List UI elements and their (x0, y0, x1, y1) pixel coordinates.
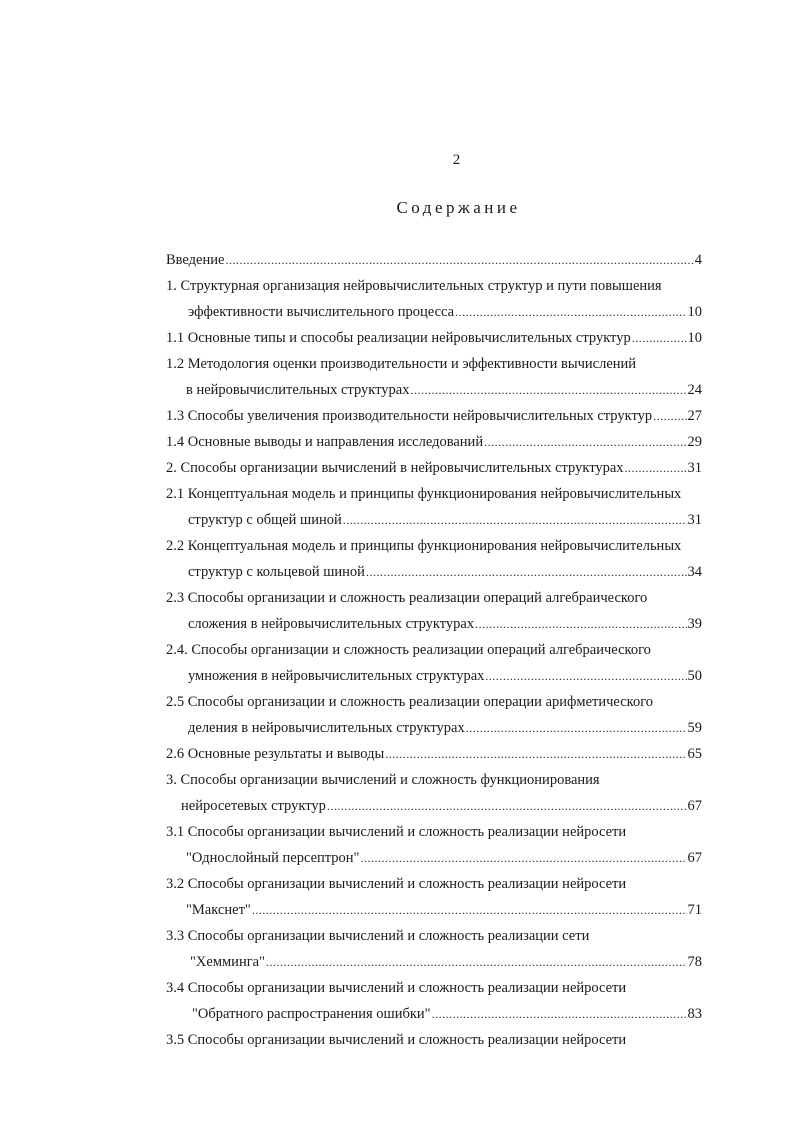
toc-entry (166, 585, 702, 637)
entry-page: 4 (694, 252, 702, 268)
toc-entry (166, 455, 702, 481)
entry-title: 2. Способы организации вычислений в нейровычислительных структурах (166, 460, 624, 476)
entry-title-continuation: нейросетевых структур (181, 798, 326, 814)
toc-entry (166, 481, 702, 533)
entry-title-continuation: структур с кольцевой шиной (188, 564, 365, 580)
entry-page: 67 (687, 798, 702, 814)
toc-title: Содержание (396, 198, 521, 217)
entry-title: 3.4 Способы организации вычислений и сложность реализации нейросети (166, 980, 627, 996)
entry-page: 59 (687, 720, 702, 736)
leader-dots (266, 949, 687, 975)
entry-page: 10 (687, 304, 702, 320)
leader-dots (385, 741, 686, 767)
entry-title-continuation: умножения в нейровычислительных структурах (188, 668, 485, 684)
toc-entry (166, 325, 702, 351)
toc-entry (166, 429, 702, 455)
entry-page: 71 (687, 902, 702, 918)
entry-page: 31 (687, 460, 702, 476)
entry-title: 2.1 Концептуальная модель и принципы функционирования нейровычислительных (166, 486, 682, 502)
leader-dots (485, 663, 686, 689)
toc-entry (166, 533, 702, 585)
leader-dots (625, 455, 687, 481)
toc-entry (166, 637, 702, 689)
page-number: 2 (452, 152, 461, 168)
leader-dots (327, 793, 687, 819)
entry-title: 1.2 Методология оценки производительности и эффективности вычислений (166, 356, 637, 372)
entry-title: 2.4. Способы организации и сложность реализации операций алгебраического (166, 642, 651, 658)
leader-dots (475, 611, 686, 637)
toc-entry (166, 767, 702, 819)
leader-dots (366, 559, 687, 585)
entry-title: 3.2 Способы организации вычислений и сложность реализации нейросети (166, 876, 627, 892)
leader-dots (225, 247, 693, 273)
entry-title: 1.1 Основные типы и способы реализации нейровычислительных структур (166, 330, 631, 346)
entry-title: Введение (166, 252, 225, 268)
leader-dots (252, 897, 687, 923)
entry-page: 29 (687, 434, 702, 450)
entry-title-continuation: эффективности вычислительного процесса (188, 304, 455, 320)
entry-title: 3. Способы организации вычислений и сложность функционирования (166, 772, 600, 788)
leader-dots (360, 845, 686, 871)
entry-page: 65 (687, 746, 702, 762)
entry-page: 24 (687, 382, 702, 398)
entry-title-continuation: сложения в нейровычислительных структурах (188, 616, 475, 632)
entry-page: 31 (687, 512, 702, 528)
entry-page: 10 (687, 330, 702, 346)
leader-dots (484, 429, 686, 455)
table-of-contents (166, 247, 702, 1053)
entry-title: 3.5 Способы организации вычислений и сложность реализации нейросети (166, 1032, 627, 1048)
entry-title-continuation: "Однослойный персептрон" (186, 850, 360, 866)
entry-page: 78 (687, 954, 702, 970)
toc-entry (166, 871, 702, 923)
entry-title: 1.4 Основные выводы и направления исследований (166, 434, 484, 450)
entry-title-continuation: деления в нейровычислительных структурах (188, 720, 465, 736)
entry-page: 39 (687, 616, 702, 632)
entry-title: 2.5 Способы организации и сложность реализации операции арифметического (166, 694, 654, 710)
toc-entry (166, 273, 702, 325)
toc-entry (166, 403, 702, 429)
entry-page: 50 (687, 668, 702, 684)
entry-title: 3.1 Способы организации вычислений и сложность реализации нейросети (166, 824, 627, 840)
toc-entry (166, 975, 702, 1027)
entry-title: 3.3 Способы организации вычислений и сложность реализации сети (166, 928, 590, 944)
toc-entry (166, 923, 702, 975)
leader-dots (653, 403, 686, 429)
entry-page: 34 (687, 564, 702, 580)
toc-entry (166, 351, 702, 403)
toc-entry (166, 819, 702, 871)
entry-title-continuation: структур с общей шиной (188, 512, 342, 528)
entry-title-continuation: "Обратного распространения ошибки" (192, 1006, 431, 1022)
leader-dots (343, 507, 687, 533)
leader-dots (410, 377, 686, 403)
entry-page: 67 (687, 850, 702, 866)
entry-title: 2.3 Способы организации и сложность реализации операций алгебраического (166, 590, 648, 606)
leader-dots (632, 325, 687, 351)
entry-title-continuation: в нейровычислительных структурах (186, 382, 410, 398)
entry-title: 2.2 Концептуальная модель и принципы функционирования нейровычислительных (166, 538, 682, 554)
leader-dots (432, 1001, 687, 1027)
toc-entry (166, 1027, 702, 1053)
toc-entry (166, 247, 702, 273)
entry-page: 27 (687, 408, 702, 424)
entry-title-continuation: "Макснет" (186, 902, 251, 918)
entry-title: 2.6 Основные результаты и выводы (166, 746, 385, 762)
leader-dots (455, 299, 686, 325)
entry-title: 1. Структурная организация нейровычислительных структур и пути повышения (166, 278, 662, 294)
entry-title: 1.3 Способы увеличения производительности нейровычислительных структур (166, 408, 653, 424)
entry-title-continuation: "Хемминга" (190, 954, 265, 970)
leader-dots (466, 715, 687, 741)
toc-entry (166, 741, 702, 767)
toc-entry (166, 689, 702, 741)
entry-page: 83 (687, 1006, 702, 1022)
